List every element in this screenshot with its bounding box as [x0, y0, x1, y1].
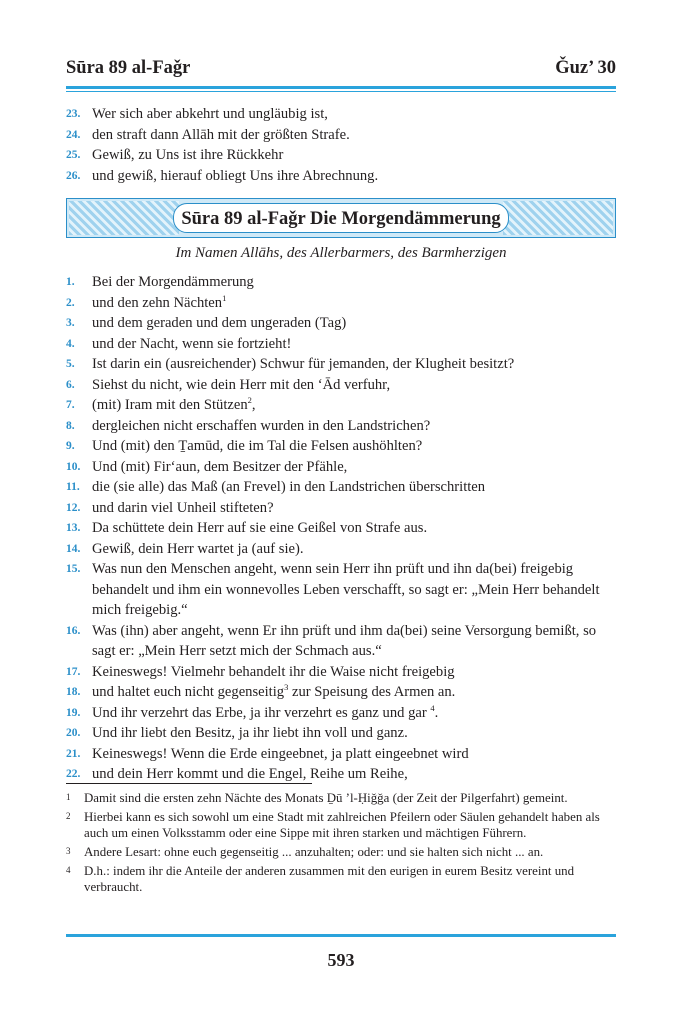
- header-rule-thin: [66, 91, 616, 92]
- footer-rule: [66, 934, 616, 937]
- verse-text: und dein Herr kommt und die Engel, Reihe um Reihe,: [92, 766, 408, 782]
- verse-number: 15.: [66, 563, 81, 575]
- verse: [66, 416, 616, 437]
- footnote-number: 4: [66, 865, 71, 875]
- verse-text: Da schüttete dein Herr auf sie eine Geißel von Strafe aus.: [92, 520, 428, 536]
- verse: [66, 518, 616, 539]
- running-header: [66, 54, 616, 84]
- verse-number: 23.: [66, 108, 81, 120]
- verse-number: 20.: [66, 727, 81, 739]
- footnote-number: 1: [66, 792, 71, 802]
- verse: [66, 621, 616, 662]
- verse: [66, 354, 616, 375]
- ornament-right: [503, 201, 613, 235]
- ornament-left: [69, 201, 179, 235]
- page-number: 593: [327, 950, 355, 970]
- verse: [66, 104, 616, 125]
- verse-text: den straft dann Allāh mit der größten Strafe.: [92, 126, 350, 143]
- footnote: [66, 844, 616, 860]
- verse-text: Was nun den Menschen angeht, wenn sein Herr ihn prüft und ihn da(bei) freigebig behandelt und ihm ein wonnevolles Leben verschafft, so sagt er: „Mein Herr behandelt mich freigebig.“: [92, 561, 600, 618]
- footnote-number: 3: [66, 846, 71, 856]
- verse: [66, 272, 616, 293]
- footnote: [66, 863, 616, 895]
- verse: [66, 764, 616, 785]
- footnote-separator: [66, 783, 312, 784]
- verse-number: 3.: [66, 317, 75, 329]
- footnote: [66, 809, 616, 841]
- banner-plate: [173, 203, 509, 233]
- verse-text-tail: zur Speisung des Armen an.: [288, 684, 456, 700]
- verse-number: 13.: [66, 522, 81, 534]
- verse: [66, 559, 616, 621]
- verse: [66, 334, 616, 355]
- verse: [66, 166, 616, 187]
- verse-number: 24.: [66, 128, 81, 141]
- footnote-ref: 2: [247, 395, 252, 406]
- verse-number: 17.: [66, 665, 81, 678]
- verse-text: Gewiß, zu Uns ist ihre Rückkehr: [92, 147, 284, 163]
- verse-text: Keineswegs! Wenn die Erde eingeebnet, ja platt eingeebnet wird: [92, 745, 469, 762]
- footnote-text: Andere Lesart: ohne euch gegenseitig ... anzuhalten; oder: und sie halten sich nicht ... an.: [84, 845, 544, 859]
- footnote-number: 2: [66, 811, 71, 821]
- verse-text: Gewiß, dein Herr wartet ja (auf sie).: [92, 540, 304, 557]
- verse-number: 6.: [66, 378, 75, 391]
- verse: [66, 436, 616, 457]
- verse-text: und haltet euch nicht gegenseitig: [92, 684, 285, 700]
- verse-number: 7.: [66, 399, 75, 411]
- verse-text: und darin viel Unheil stifteten?: [92, 499, 274, 516]
- verse: [66, 723, 616, 744]
- verse-text: Bei der Morgendämmerung: [92, 274, 254, 290]
- verse-number: 16.: [66, 624, 81, 637]
- verse-text-tail: .: [434, 704, 439, 721]
- verse: [66, 125, 616, 146]
- header-rule: [66, 86, 616, 89]
- verse-number: 11.: [66, 481, 80, 493]
- footnote-ref: 4: [430, 702, 435, 713]
- verse-number: 19.: [66, 706, 81, 719]
- footnote-text: Hierbei kann es sich sowohl um eine Stadt mit zahlreichen Pfeilern oder Säulen gehandelt haben als auch um einen Volksstamm oder eine Sippe mit ihren starken und mächtigen Führern.: [84, 810, 600, 840]
- verse-text: Und (mit) den Ṯamūd, die im Tal die Felsen aushöhlten?: [92, 438, 423, 454]
- verse-number: 21.: [66, 747, 81, 760]
- verse-number: 25.: [66, 149, 81, 161]
- sura-title: Sūra 89 al-Faǧr Die Morgendämmerung: [181, 209, 501, 229]
- footnotes: [66, 790, 616, 898]
- previous-verses: [66, 104, 616, 186]
- footnote-ref: 1: [222, 292, 227, 303]
- verse: [66, 744, 616, 765]
- verse-text: und gewiß, hierauf obliegt Uns ihre Abrechnung.: [92, 167, 379, 184]
- verse-number: 12.: [66, 501, 81, 514]
- header-juz: Ǧuz’ 30: [555, 58, 616, 78]
- verse-number: 8.: [66, 419, 75, 432]
- verse-text: die (sie alle) das Maß (an Frevel) in den Landstrichen überschritten: [92, 479, 486, 495]
- verse-number: 18.: [66, 686, 81, 698]
- verse: [66, 395, 616, 416]
- verse-text: Und ihr verzehrt das Erbe, ja ihr verzehrt es ganz und gar: [92, 704, 431, 721]
- verse: [66, 498, 616, 519]
- verse-number: 1.: [66, 276, 75, 288]
- verse-text: Siehst du nicht, wie dein Herr mit den ‘Ād verfuhr,: [92, 376, 391, 393]
- verse-text: dergleichen nicht erschaffen wurden in den Landstrichen?: [92, 417, 431, 434]
- verse-number: 22.: [66, 768, 81, 780]
- verse: [66, 477, 616, 498]
- verse-number: 14.: [66, 542, 81, 555]
- verses: [66, 272, 616, 785]
- verse-text-tail: ,: [251, 397, 256, 413]
- verse-text: und den zehn Nächten: [92, 294, 223, 311]
- header-sura-title: Sūra 89 al-Faǧr: [66, 58, 191, 78]
- verse-number: 26.: [66, 169, 81, 182]
- footnote-ref: 3: [284, 682, 289, 693]
- verse: [66, 539, 616, 560]
- basmala: Im Namen Allāhs, des Allerbarmers, des Barmherzigen: [175, 245, 507, 261]
- verse-number: 10.: [66, 460, 81, 473]
- verse: [66, 293, 616, 314]
- verse-text: und der Nacht, wenn sie fortzieht!: [92, 335, 292, 352]
- verse-text: Wer sich aber abkehrt und ungläubig ist,: [92, 106, 328, 122]
- verse: [66, 703, 616, 724]
- verse-number: 9.: [66, 440, 75, 452]
- verse: [66, 145, 616, 166]
- verse: [66, 375, 616, 396]
- verse: [66, 662, 616, 683]
- footnote-text: Damit sind die ersten zehn Nächte des Monats Ḏū ’l-Ḥiǧǧa (der Zeit der Pilgerfahrt) gemeint.: [84, 791, 568, 805]
- verse-number: 2.: [66, 296, 75, 309]
- verse-number: 4.: [66, 337, 75, 350]
- verse-text: Keineswegs! Vielmehr behandelt ihr die Waise nicht freigebig: [92, 663, 455, 680]
- verse-text: und dem geraden und dem ungeraden (Tag): [92, 315, 347, 331]
- verse: [66, 313, 616, 334]
- verse: [66, 682, 616, 703]
- footnote-text: D.h.: indem ihr die Anteile der anderen zusammen mit den eurigen in eurem Besitz vereint und verbraucht.: [84, 864, 575, 894]
- verse-text: Ist darin ein (ausreichender) Schwur für jemanden, der Klugheit besitzt?: [92, 356, 515, 372]
- verse-text: Was (ihn) aber angeht, wenn Er ihn prüft und ihm da(bei) seine Versorgung bemißt, so sagt er: „Mein Herr setzt mich der Schmach aus.“: [92, 622, 597, 659]
- verse: [66, 457, 616, 478]
- verse-text: (mit) Iram mit den Stützen: [92, 397, 248, 413]
- verse-number: 5.: [66, 358, 75, 370]
- sura-title-banner: [66, 198, 616, 238]
- verse-text: Und (mit) Fir‘aun, dem Besitzer der Pfähle,: [92, 458, 348, 475]
- footnote: [66, 790, 616, 806]
- verse-text: Und ihr liebt den Besitz, ja ihr liebt ihn voll und ganz.: [92, 725, 408, 741]
